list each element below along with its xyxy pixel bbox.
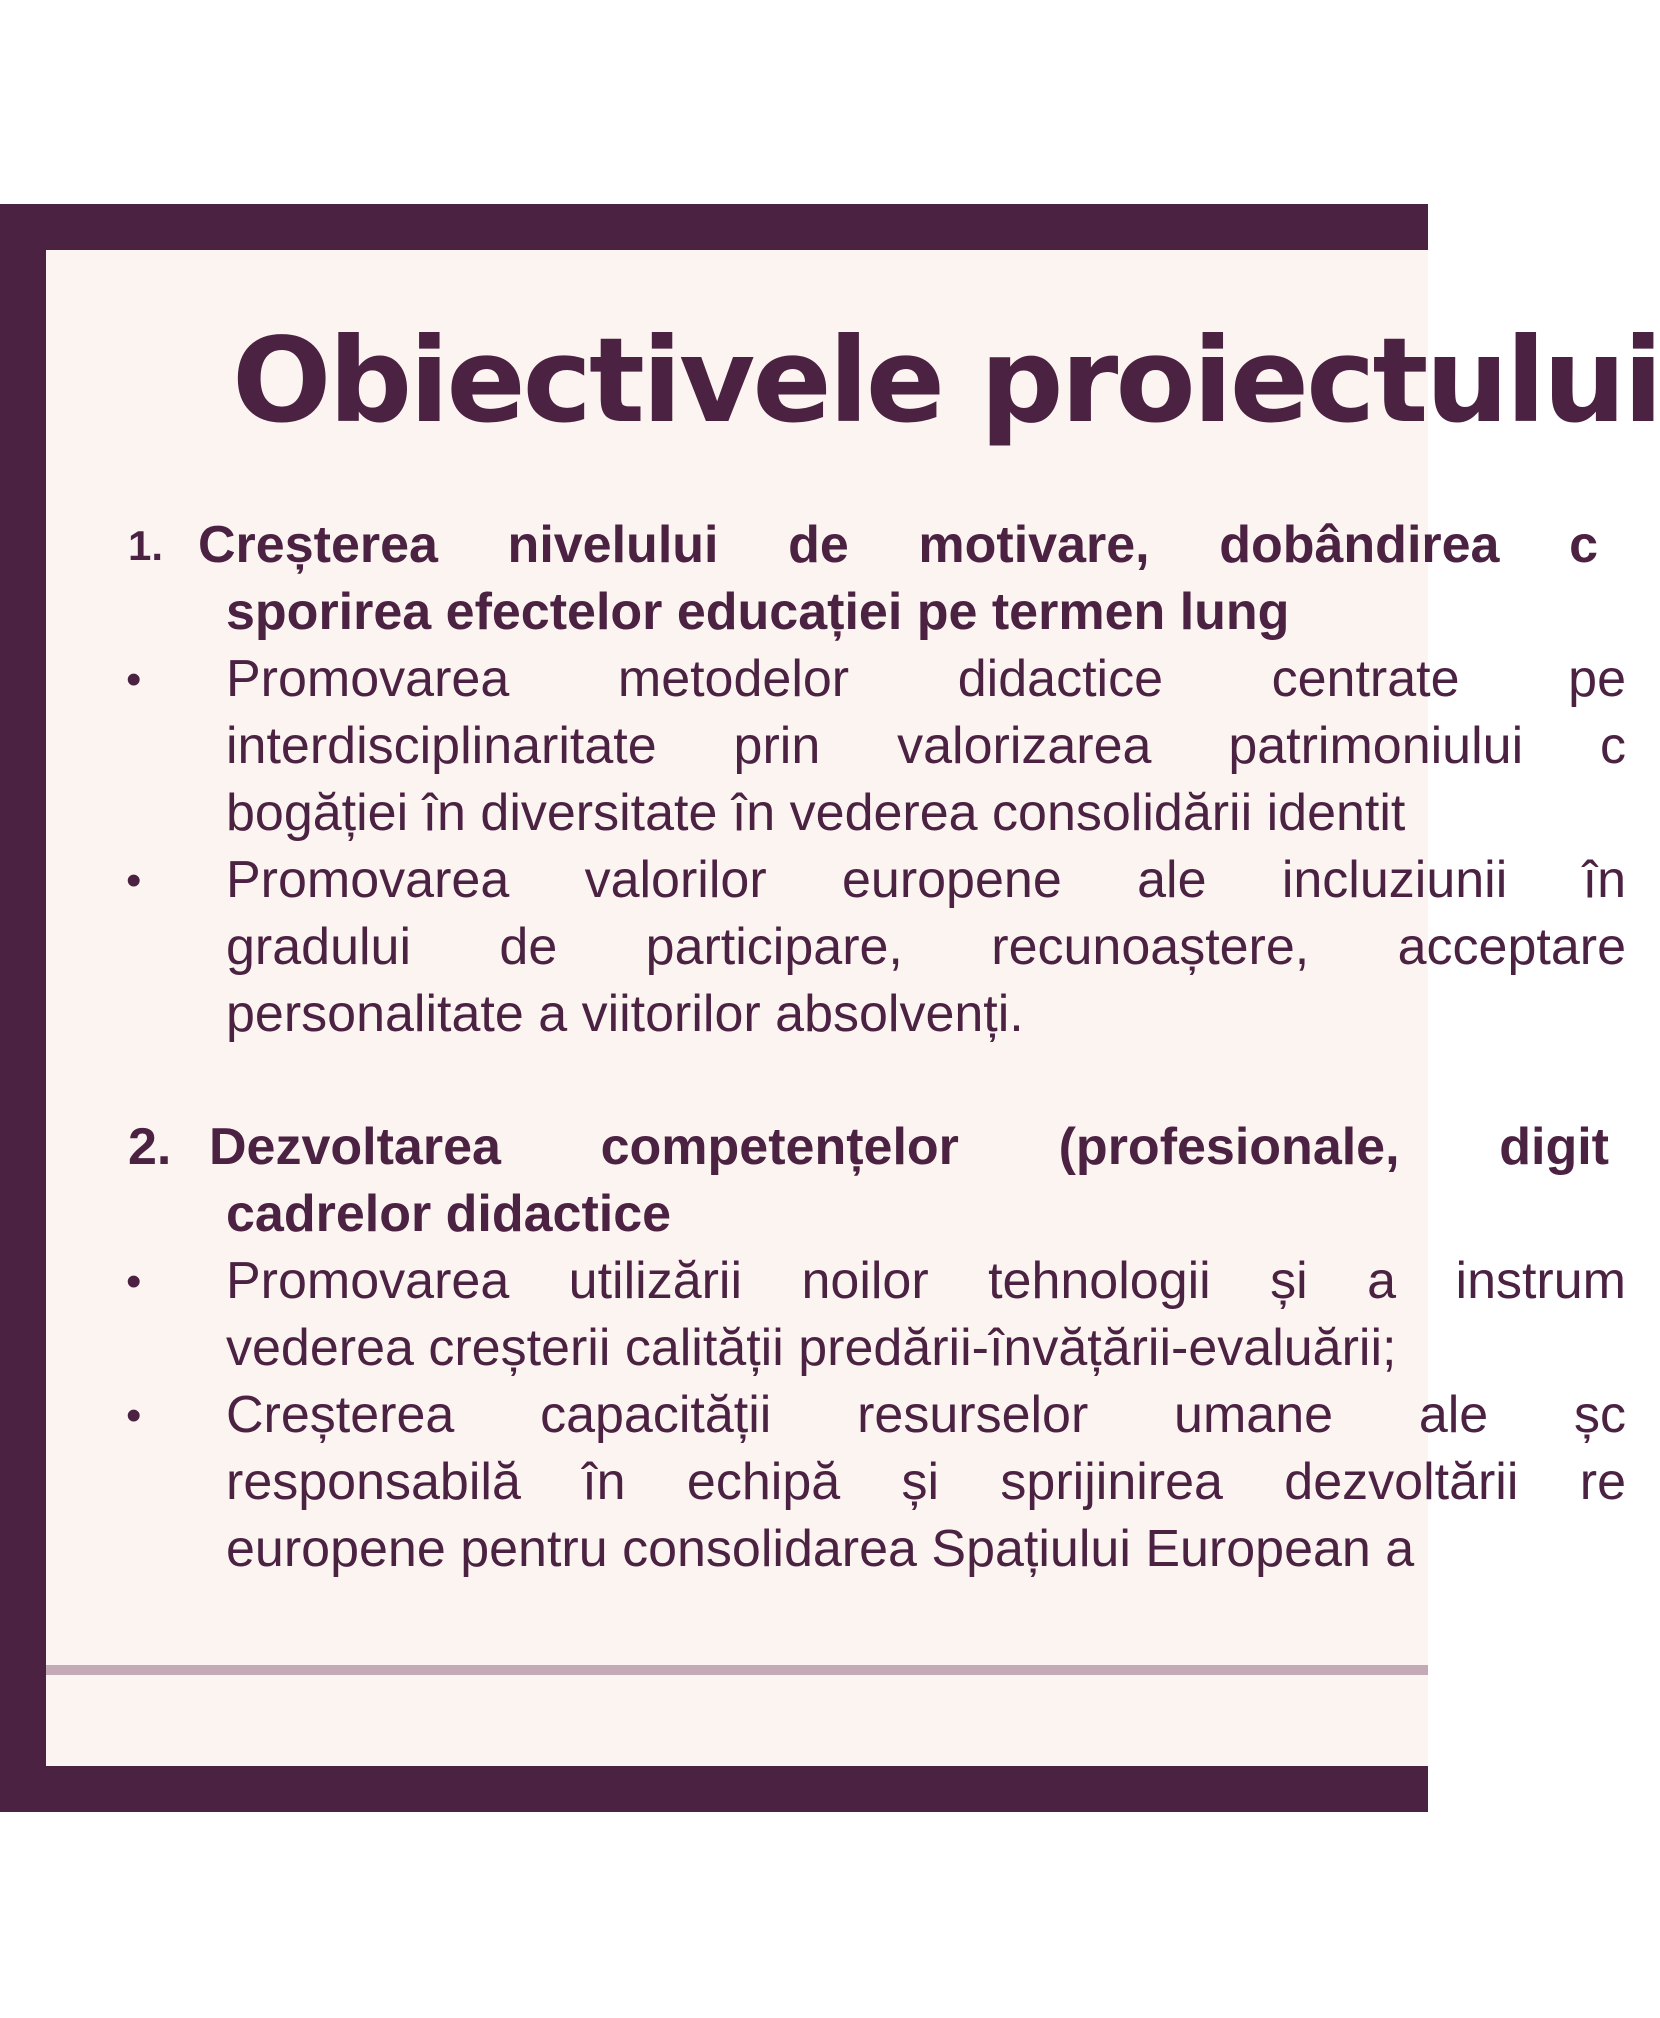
- slide-content: [80, 512, 1626, 1583]
- bullet-marker: •: [126, 1257, 142, 1306]
- bullet-text: vederea creșterii calității predării-învățării-evaluării;: [226, 1319, 1397, 1377]
- bullet-text: personalitate a viitorilor absolvenți.: [226, 985, 1024, 1043]
- bullet-marker: •: [126, 1391, 142, 1440]
- bullet-text: responsabilă în echipă și sprijinirea dezvoltării re: [226, 1453, 1626, 1511]
- bullet-text: gradului de participare, recunoaștere, acceptare: [226, 918, 1626, 976]
- section-1-bullet-2-line-1: [80, 847, 1626, 914]
- section-1-heading-text-1: Creșterea nivelului de motivare, dobândirea c: [198, 516, 1598, 574]
- bullet-text: europene pentru consolidarea Spațiului European a: [226, 1520, 1415, 1578]
- bullet-marker: •: [126, 856, 142, 905]
- section-1-bullet-2-line-3: [80, 981, 1580, 1048]
- section-2-bullet-2-line-3: [80, 1516, 1580, 1583]
- bullet-text: bogăției în diversitate în vederea consolidării identit: [226, 784, 1406, 842]
- section-1-bullet-1-line-3: [80, 780, 1580, 847]
- section-1-bullet-1-line-1: [80, 646, 1626, 713]
- bullet-text: Promovarea utilizării noilor tehnologii și a instrum: [226, 1252, 1626, 1310]
- section-1-number: 1.: [128, 522, 164, 569]
- section-2-bullet-1-line-2: [80, 1315, 1580, 1382]
- section-1-bullet-1-line-2: [80, 713, 1626, 780]
- bullet-text: interdisciplinaritate prin valorizarea patrimoniului c: [226, 717, 1626, 775]
- section-2-bullet-1-line-1: [80, 1248, 1626, 1315]
- section-2-heading-line-2: [80, 1181, 1580, 1248]
- bullet-text: Promovarea metodelor didactice centrate pe: [226, 650, 1626, 708]
- section-2-heading-line-1: [80, 1114, 1609, 1181]
- section-1-bullet-2-line-2: [80, 914, 1626, 981]
- section-2-heading-text-2: cadrelor didactice: [226, 1185, 672, 1243]
- slide-panel: [46, 250, 1660, 1766]
- section-2-number: 2.: [128, 1118, 172, 1176]
- section-2-bullet-2-line-2: [80, 1449, 1626, 1516]
- section-1-heading-line-2: [80, 579, 1580, 646]
- slide-frame: [0, 204, 1660, 1812]
- slide-title: Obiectivele proiectului: [232, 312, 1660, 449]
- bullet-text: Creșterea capacității resurselor umane ale șc: [226, 1386, 1626, 1444]
- section-2-heading-text-1: Dezvoltarea competențelor (profesionale, digit: [209, 1118, 1609, 1176]
- bullet-text: Promovarea valorilor europene ale incluziunii în: [226, 851, 1626, 909]
- section-1-heading-line-1: [80, 512, 1598, 579]
- bullet-marker: •: [126, 655, 142, 704]
- section-1-heading-text-2: sporirea efectelor educației pe termen lung: [226, 583, 1290, 641]
- section-2-bullet-2-line-1: [80, 1382, 1626, 1449]
- footer-divider: [46, 1665, 1428, 1675]
- section-spacer: [80, 1048, 1580, 1114]
